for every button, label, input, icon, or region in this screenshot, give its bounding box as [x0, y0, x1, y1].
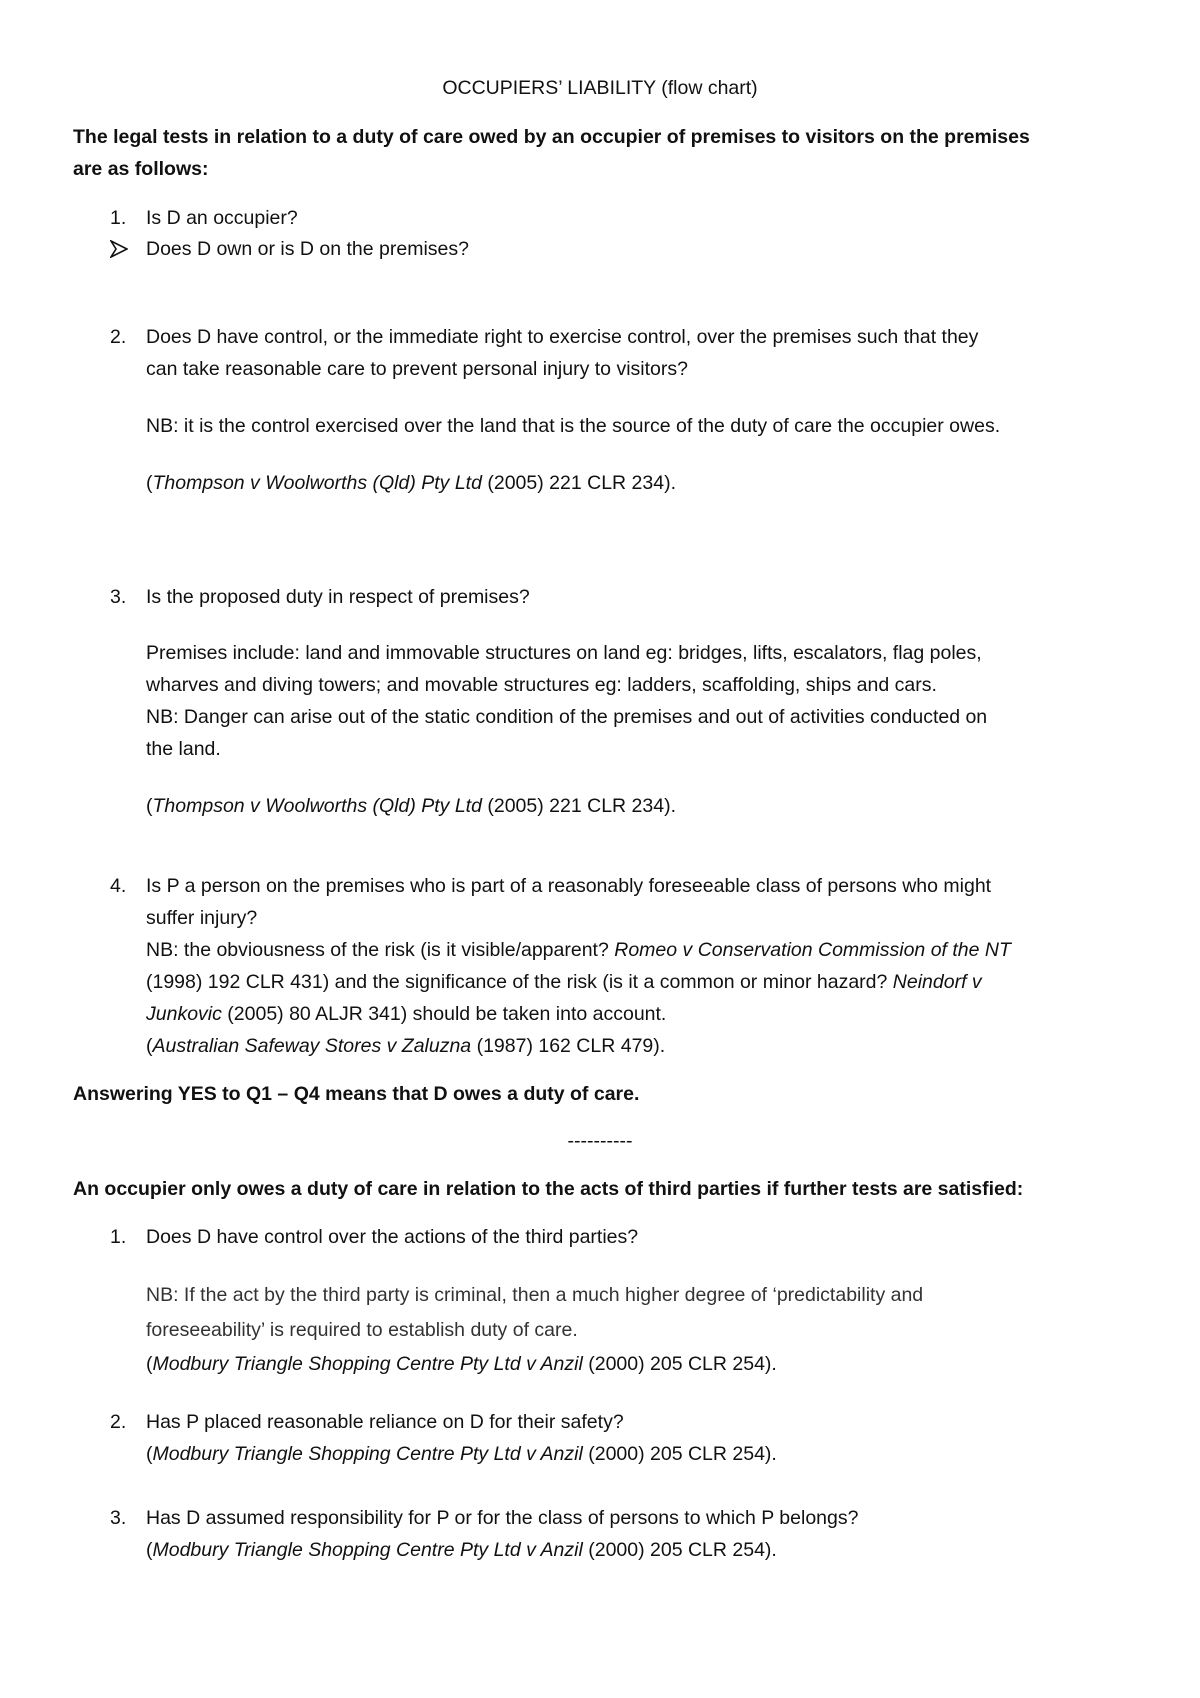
third-parties-heading: An occupier only owes a duty of care in relation to the acts of third parties if further tests are satisfied: — [73, 1178, 1024, 1200]
nb-text: (2005) 80 ALJR 341) should be taken into account. — [221, 1003, 667, 1025]
p2-q1-citation — [146, 1352, 777, 1376]
p2-q1-nb-line-2: foreseeability’ is required to establish duty of care. — [146, 1319, 578, 1341]
q3-nb-line-2: the land. — [146, 738, 221, 760]
q4-nb-line-2 — [146, 970, 982, 994]
intro-line-1: The legal tests in relation to a duty of care owed by an occupier of premises to visitors on the premises — [73, 126, 1030, 148]
q3-premises-line-1: Premises include: land and immovable structures on land eg: bridges, lifts, escalators, flag poles, — [146, 642, 982, 664]
q3-nb-line-1 — [146, 705, 987, 729]
case-name: Romeo v Conservation Commission of the NT — [614, 939, 1011, 961]
q4-nb-line-3 — [146, 1002, 666, 1026]
case-reference: (2000) 205 CLR 254). — [582, 1443, 777, 1465]
arrow-bullet-icon — [110, 240, 128, 258]
q4-line-1: Is P a person on the premises who is part of a reasonably foreseeable class of persons who might — [146, 875, 992, 897]
q1-sub-text: Does D own or is D on the premises? — [146, 238, 469, 260]
nb-text: (1998) 192 CLR 431) and the significance of the risk (is it a common or minor hazard? — [146, 971, 893, 993]
q2-nb — [146, 414, 1000, 438]
case-name: Thompson v Woolworths (Qld) Pty Ltd — [152, 795, 482, 817]
q2-line-1: Does D have control, or the immediate right to exercise control, over the premises such that they — [146, 326, 979, 348]
nb-text: the obviousness of the risk (is it visible/apparent? — [178, 939, 615, 961]
cite-open: ( — [146, 1539, 153, 1561]
q1-number: 1. — [110, 207, 127, 229]
case-name: Modbury Triangle Shopping Centre Pty Ltd v Anzil — [152, 1539, 583, 1561]
cite-open: ( — [146, 795, 153, 817]
q4-line-2: suffer injury? — [146, 907, 258, 929]
p2-q1-text: Does D have control over the actions of the third parties? — [146, 1226, 639, 1248]
p2-q2-citation — [146, 1442, 777, 1466]
nb-text: Danger can arise out of the static condition of the premises and out of activities conducted on — [178, 706, 988, 728]
case-name: Australian Safeway Stores v Zaluzna — [152, 1035, 472, 1057]
separator: ---------- — [567, 1130, 633, 1152]
p2-q3-citation — [146, 1538, 777, 1562]
nb-label: NB: — [146, 1284, 179, 1306]
case-name: Modbury Triangle Shopping Centre Pty Ltd v Anzil — [152, 1353, 583, 1375]
nb-label: NB: — [146, 706, 179, 728]
q3-citation — [146, 794, 676, 818]
case-reference: (2000) 205 CLR 254). — [582, 1353, 777, 1375]
case-name: Junkovic — [146, 1003, 222, 1025]
q2-line-2: can take reasonable care to prevent personal injury to visitors? — [146, 358, 688, 380]
cite-open: ( — [146, 1035, 153, 1057]
q4-citation — [146, 1034, 665, 1058]
nb-label: NB: — [146, 415, 179, 437]
cite-open: ( — [146, 472, 153, 494]
case-reference: (2005) 221 CLR 234). — [481, 795, 676, 817]
case-reference: (1987) 162 CLR 479). — [471, 1035, 666, 1057]
q2-citation — [146, 471, 676, 495]
cite-open: ( — [146, 1353, 153, 1375]
p2-q3-text: Has D assumed responsibility for P or for the class of persons to which P belongs? — [146, 1507, 859, 1529]
q3-premises-line-2: wharves and diving towers; and movable structures eg: ladders, scaffolding, ships and cars. — [146, 674, 937, 696]
conclusion: Answering YES to Q1 – Q4 means that D owes a duty of care. — [73, 1083, 640, 1105]
nb-text: it is the control exercised over the land that is the source of the duty of care the occupier owes. — [178, 415, 1001, 437]
nb-label: NB: — [146, 939, 179, 961]
q4-number: 4. — [110, 875, 127, 897]
case-name: Modbury Triangle Shopping Centre Pty Ltd v Anzil — [152, 1443, 583, 1465]
p2-q2-text: Has P placed reasonable reliance on D for their safety? — [146, 1411, 624, 1433]
p2-q1-number: 1. — [110, 1226, 127, 1248]
q3-number: 3. — [110, 586, 127, 608]
nb-text: If the act by the third party is criminal, then a much higher degree of ‘predictability and — [178, 1284, 924, 1306]
case-reference: (2000) 205 CLR 254). — [582, 1539, 777, 1561]
case-reference: (2005) 221 CLR 234). — [481, 472, 676, 494]
p2-q1-nb-line-1 — [146, 1283, 923, 1307]
page-title: OCCUPIERS’ LIABILITY (flow chart) — [442, 77, 758, 99]
q1-text: Is D an occupier? — [146, 207, 298, 229]
q3-text: Is the proposed duty in respect of premises? — [146, 586, 530, 608]
case-name: Neindorf v — [892, 971, 982, 993]
q2-number: 2. — [110, 326, 127, 348]
q4-nb-line-1 — [146, 938, 1011, 962]
p2-q2-number: 2. — [110, 1411, 127, 1433]
case-name: Thompson v Woolworths (Qld) Pty Ltd — [152, 472, 482, 494]
p2-q3-number: 3. — [110, 1507, 127, 1529]
intro-line-2: are as follows: — [73, 158, 209, 180]
cite-open: ( — [146, 1443, 153, 1465]
